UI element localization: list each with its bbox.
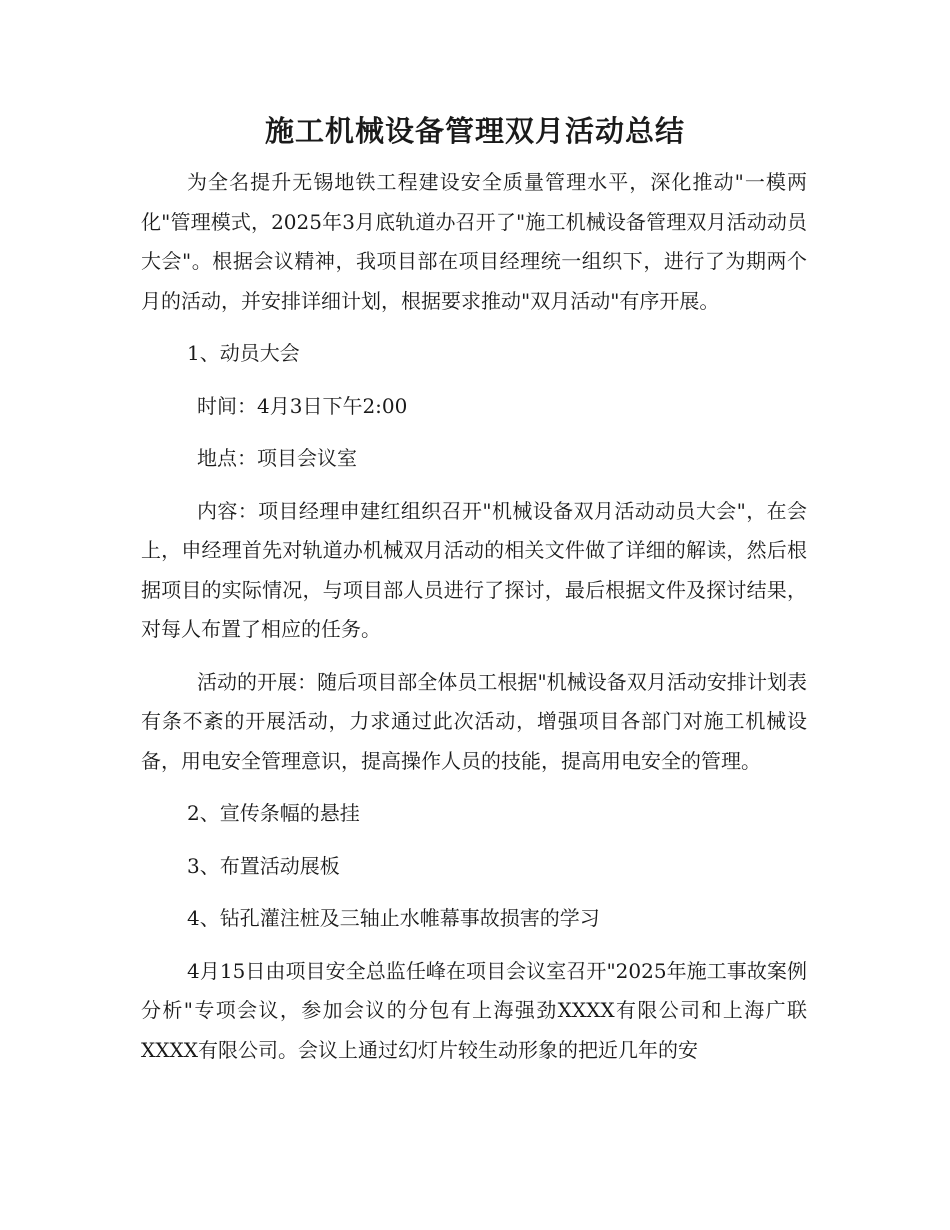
meeting-content-paragraph: 内容：项目经理申建红组织召开"机械设备双月活动动员大会"，在会上，申经理首先对轨道办机械双月活动的相关文件做了详细的解读，然后根据项目的实际情况，与项目部人员进行了探讨，最后根据文件及探讨结果，对每人布置了相应的任务。 — [141, 498, 807, 641]
section-heading-display-boards: 3、布置活动展板 — [187, 853, 340, 878]
intro-paragraph: 为全名提升无锡地铁工程建设安全质量管理水平，深化推动"一模两化"管理模式，2025年3月底轨道办召开了"施工机械设备管理双月活动动员大会"。根据会议精神，我项目部在项目经理统一组织下，进行了为期两个月的活动，并安排详细计划，根据要求推动"双月活动"有序开展。 — [141, 170, 807, 313]
section-heading-mobilization: 1、动员大会 — [187, 341, 300, 365]
meeting-location: 地点：项目会议室 — [197, 446, 357, 470]
document-title: 施工机械设备管理双月活动总结 — [264, 114, 685, 148]
section-heading-accident-study: 4、钻孔灌注桩及三轴止水帷幕事故损害的学习 — [187, 906, 600, 930]
document-body — [141, 163, 807, 1070]
section-heading-banners: 2、宣传条幅的悬挂 — [187, 801, 360, 825]
accident-study-paragraph: 4月15日由项目安全总监任峰在项目会议室召开"2025年施工事故案例分析"专项会议，参加会议的分包有上海强劲XXXX有限公司和上海广联XXXX有限公司。会议上通过幻灯片较生动形象的把近几年的安 — [141, 958, 807, 1062]
activity-paragraph: 活动的开展：随后项目部全体员工根据"机械设备双月活动安排计划表有条不紊的开展活动，力求通过此次活动，增强项目各部门对施工机械设备，用电安全管理意识，提高操作人员的技能，提高用电安全的管理。 — [141, 669, 807, 773]
meeting-time: 时间：4月3日下午2:00 — [197, 393, 408, 418]
